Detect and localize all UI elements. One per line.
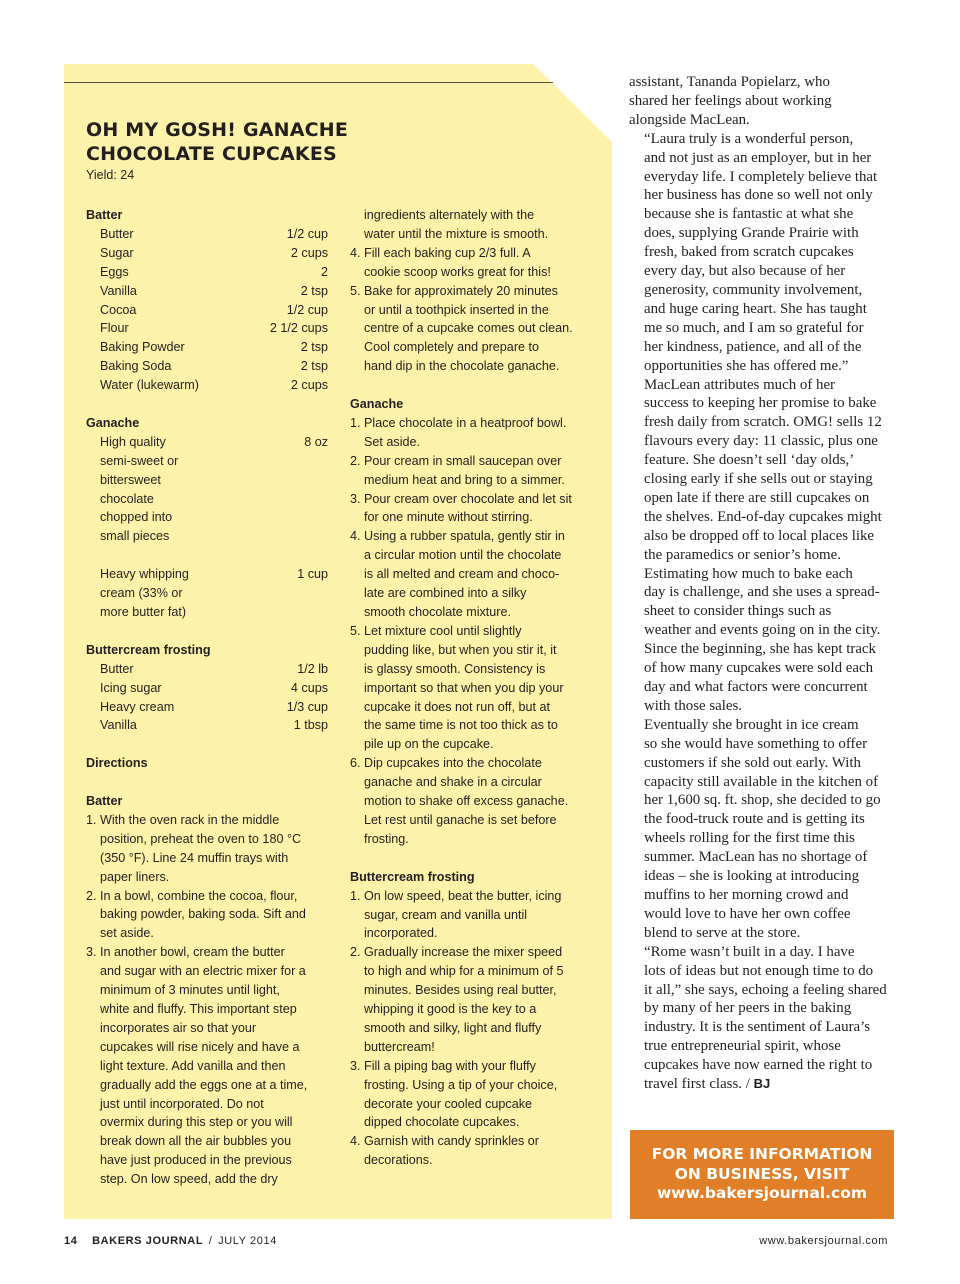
article-line: fresh, baked from scratch cupcakes [644, 244, 854, 261]
direction-step [350, 527, 600, 622]
article-line: Since the beginning, she has kept track [644, 641, 876, 658]
ingredient-name: Baking Powder [100, 340, 185, 355]
direction-step [86, 943, 328, 1189]
magazine-name: BAKERS JOURNAL [92, 1235, 204, 1247]
ingredient-row [86, 376, 328, 395]
directions-ganache-heading: Ganache [350, 397, 404, 412]
step-text-line: pile up on the cupcake. [364, 737, 494, 752]
step-number: 5. [350, 623, 361, 638]
ingredient-name: Baking Soda [100, 359, 172, 374]
article-line: “Rome wasn’t built in a day. I have [644, 943, 855, 960]
step-text-line: minimum of 3 minutes until light, [100, 983, 280, 998]
directions-column [350, 206, 600, 1170]
step-text-line: for one minute without stirring. [364, 510, 533, 525]
article-line: customers if she sold out early. With [644, 754, 861, 771]
article-line: and not just as an employer, but in her [644, 149, 872, 166]
article-line: wheels rolling for the first time this [644, 830, 855, 847]
article-body [629, 73, 894, 1094]
article-line: Estimating how much to bake each [644, 565, 853, 582]
step-text-line: Gradually increase the mixer speed [364, 945, 563, 960]
article-line: her 1,600 sq. ft. shop, she decided to go [644, 792, 881, 809]
issue-date: JULY 2014 [218, 1235, 277, 1247]
article-line: of how many cupcakes were sold each [644, 660, 874, 677]
article-line: so she would have something to offer [644, 735, 868, 752]
ingredient-qty: 1/3 cup [286, 699, 328, 714]
step-text-line: Cool completely and prepare to [364, 340, 540, 355]
direction-step [350, 206, 600, 244]
promo-website-link[interactable]: www.bakersjournal.com [656, 1184, 867, 1203]
article-line: does, supplying Grande Prairie with [644, 225, 859, 242]
article-line: by many of her peers in the baking [644, 1000, 852, 1017]
article-line: every day, but also because of her [644, 263, 846, 280]
article-paragraph [629, 130, 894, 376]
byline-signature: BJ [753, 1076, 771, 1092]
step-text-line: have just produced in the previous [100, 1153, 292, 1168]
article-line: day is challenge, and she uses a spread- [644, 584, 880, 601]
step-text-line: decorations. [364, 1153, 433, 1168]
batter-heading: Batter [86, 208, 123, 222]
recipe-title-line-1: OH MY GOSH! GANACHE [86, 119, 349, 141]
direction-step [350, 943, 600, 1056]
article-line: assistant, Tananda Popielarz, who [629, 74, 830, 90]
promo-line-1: FOR MORE INFORMATION [651, 1144, 873, 1163]
step-text-line: white and fluffy. This important step [100, 1001, 297, 1016]
ingredient-qty: 1/2 lb [297, 661, 328, 676]
directions-batter-steps [86, 811, 328, 1189]
directions-frosting-steps [350, 887, 600, 1171]
step-number: 3. [350, 1058, 361, 1073]
ingredient-qty: 2 tsp [300, 340, 328, 355]
ingredient-name: Flour [100, 321, 129, 336]
step-number: 4. [350, 245, 361, 260]
step-text-line: incorporates air so that your [100, 1020, 257, 1035]
article-line: the shelves. End-of-day cupcakes might [644, 508, 882, 525]
step-text-line: the same time is not too thick as to [364, 718, 558, 733]
step-text-line: (350 °F). Line 24 muffin trays with [100, 850, 289, 865]
ingredient-row [86, 319, 328, 338]
article-line: sheet to consider things such as [644, 603, 832, 620]
step-text-line: late are combined into a silky [364, 586, 527, 601]
ingredient-qty: 2 tsp [300, 359, 328, 374]
step-text-line: water until the mixture is smooth. [364, 226, 549, 241]
step-text-line: hand dip in the chocolate ganache. [364, 359, 560, 374]
step-text-line: a circular motion until the chocolate [364, 548, 562, 563]
article-line: generosity, community involvement, [644, 281, 863, 298]
ingredient-name-line: cream (33% or [100, 586, 183, 601]
article-line: alongside MacLean. [629, 111, 750, 128]
ingredient-row [86, 660, 328, 679]
article-paragraphs [629, 73, 894, 1094]
ingredient-qty: 2 [320, 264, 328, 279]
ingredient-row [86, 698, 328, 717]
article-line: cupcakes have now earned the right to [644, 1057, 873, 1074]
article-line: open late if there are still cupcakes on [644, 489, 870, 506]
ingredient-name: Vanilla [100, 283, 137, 298]
step-text-line: In another bowl, cream the butter [100, 945, 285, 960]
step-text-line: is all melted and cream and choco- [364, 567, 560, 582]
direction-step [86, 811, 328, 887]
article-line: the food-truck route and is getting its [644, 811, 865, 828]
step-text-line: Let mixture cool until slightly [364, 623, 522, 638]
step-number: 2. [350, 945, 361, 960]
step-number: 4. [350, 529, 361, 544]
step-number: 1. [350, 888, 361, 903]
ingredient-qty: 4 cups [290, 680, 328, 695]
ingredient-name: Icing sugar [100, 680, 162, 695]
step-text-line: step. On low speed, add the dry [100, 1172, 278, 1187]
step-number: 3. [86, 945, 97, 960]
step-text-line: ingredients alternately with the [364, 208, 535, 222]
ingredient-row [86, 301, 328, 320]
direction-step [350, 1057, 600, 1133]
directions-frosting-heading: Buttercream frosting [350, 869, 475, 884]
ingredient-qty: 2 1/2 cups [269, 321, 328, 336]
article-line: with those sales. [644, 697, 743, 714]
step-text-line: motion to shake off excess ganache. [364, 794, 569, 809]
ingredient-row [86, 282, 328, 301]
step-text-line: Garnish with candy sprinkles or [364, 1134, 539, 1149]
direction-step [350, 622, 600, 754]
ingredient-name-line: bittersweet [100, 472, 161, 487]
step-text-line: With the oven rack in the middle [100, 812, 280, 827]
article-line: closing early if she sells out or staying [644, 471, 873, 488]
step-text-line: whipping it good is the key to a [364, 1002, 537, 1017]
ingredient-name: Sugar [100, 245, 134, 260]
article-line: opportunities she has offered me.” [644, 357, 849, 374]
ganache-chocolate-ingredient [86, 433, 328, 546]
ingredient-qty: 2 cups [290, 378, 328, 393]
step-text-line: cupcake it does not run off, but at [364, 699, 550, 714]
ingredient-qty: 1/2 cup [286, 302, 328, 317]
directions-ganache-steps [350, 414, 600, 849]
step-text-line: just until incorporated. Do not [100, 1096, 264, 1111]
article-line: and huge caring heart. She has taught [644, 300, 867, 317]
article-line: success to keeping her promise to bake [644, 395, 877, 412]
ingredient-row [86, 338, 328, 357]
step-text-line: In a bowl, combine the cocoa, flour, [100, 888, 298, 903]
article-line: would love to have her own coffee [644, 905, 851, 922]
ingredient-row [86, 716, 328, 735]
article-line: travel first class. / BJ [644, 1076, 771, 1093]
article-paragraph [629, 376, 894, 565]
directions-heading: Directions [86, 756, 148, 771]
step-number: 2. [86, 888, 97, 903]
step-number: 1. [350, 415, 361, 430]
step-text-line: centre of a cupcake comes out clean. [364, 321, 573, 336]
step-number: 3. [350, 491, 361, 506]
article-line: MacLean attributes much of her [644, 376, 836, 393]
step-number: 2. [350, 453, 361, 468]
step-text-line: frosting. [364, 831, 409, 846]
step-text-line: Fill each baking cup 2/3 full. A [364, 245, 531, 260]
article-line: shared her feelings about working [629, 92, 832, 109]
step-text-line: Set aside. [364, 434, 421, 449]
direction-step [350, 887, 600, 944]
ingredient-name: Water (lukewarm) [100, 378, 199, 393]
article-line: day and what factors were concurrent [644, 679, 868, 695]
ingredient-qty: 2 tsp [300, 283, 328, 298]
article-line: lots of ideas but not enough time to do [644, 962, 874, 979]
step-text-line: cupcakes will rise nicely and have a [100, 1039, 300, 1054]
ingredient-row [86, 357, 328, 376]
directions-batter-heading: Batter [86, 794, 123, 809]
article-paragraph [629, 73, 894, 130]
step-text-line: On low speed, beat the butter, icing [364, 888, 562, 903]
article-line: the paramedics or senior’s home. [644, 546, 841, 563]
ingredients-column [86, 206, 328, 1189]
article-line: muffins to her morning crowd and [644, 886, 849, 903]
recipe-title [86, 118, 348, 166]
ingredient-qty: 2 cups [290, 245, 328, 260]
ingredient-name-line: chopped into [100, 510, 173, 525]
article-line: me so much, and I am so grateful for [644, 319, 864, 336]
recipe-title-line-2: CHOCOLATE CUPCAKES [86, 143, 337, 165]
step-text-line: is glassy smooth. Consistency is [364, 661, 546, 676]
ingredient-row [86, 244, 328, 263]
ingredient-name-line: Heavy whipping [100, 567, 189, 582]
step-number: 5. [350, 283, 361, 298]
step-text-line: sugar, cream and vanilla until [364, 907, 528, 922]
article-line: Eventually she brought in ice cream [644, 716, 859, 733]
step-text-line: ganache and shake in a circular [364, 775, 542, 790]
ingredient-qty: 1 tbsp [293, 718, 328, 733]
step-text-line: medium heat and bring to a simmer. [364, 472, 565, 487]
step-text-line: decorate your cooled cupcake [364, 1096, 533, 1111]
article-line: summer. MacLean has no shortage of [644, 849, 868, 866]
step-text-line: Pour cream in small saucepan over [364, 453, 562, 468]
ganache-chocolate-name [100, 433, 178, 546]
step-text-line: cookie scoop works great for this! [364, 264, 551, 279]
ingredient-name: Vanilla [100, 718, 137, 733]
step-text-line: position, preheat the oven to 180 °C [100, 831, 302, 846]
step-text-line: smooth and silky, light and fluffy [364, 1020, 542, 1035]
step-text-line: or until a toothpick inserted in the [364, 302, 549, 317]
ingredient-qty: 1/2 cup [286, 226, 328, 241]
direction-step [350, 282, 600, 377]
step-number: 4. [350, 1134, 361, 1149]
article-line: flavours every day: 11 classic, plus one [644, 433, 878, 450]
ingredient-name: Cocoa [100, 302, 137, 317]
step-text-line: to high and whip for a minimum of 5 [364, 964, 564, 979]
step-text-line: baking powder, baking soda. Sift and [100, 907, 306, 922]
page-number: 14 [64, 1235, 78, 1247]
article-paragraph [629, 943, 894, 1094]
ingredient-name: Eggs [100, 264, 129, 279]
step-text-line: Dip cupcakes into the chocolate [364, 756, 542, 771]
batter-ingredient-list [86, 225, 328, 395]
article-line: her kindness, patience, and all of the [644, 338, 862, 355]
article-line: feature. She doesn’t sell ‘day olds,’ [644, 452, 855, 469]
step-text-line: buttercream! [364, 1039, 435, 1054]
more-info-banner[interactable] [630, 1130, 894, 1219]
step-text-line: Bake for approximately 20 minutes [364, 283, 558, 298]
step-number: 6. [350, 756, 361, 771]
step-text-line: dipped chocolate cupcakes. [364, 1115, 520, 1130]
article-line: also be dropped off to local places like [644, 527, 875, 544]
article-line: ideas – she is looking at introducing [644, 868, 860, 885]
step-text-line: smooth chocolate mixture. [364, 605, 511, 620]
ingredient-name: Butter [100, 226, 134, 241]
frosting-heading: Buttercream frosting [86, 642, 211, 657]
ingredient-name-line: High quality [100, 434, 166, 449]
article-paragraph [629, 716, 894, 943]
promo-line-2: ON BUSINESS, VISIT [674, 1164, 850, 1183]
direction-step [86, 887, 328, 944]
step-text-line: frosting. Using a tip of your choice, [364, 1077, 558, 1092]
step-text-line: break down all the air bubbles you [100, 1134, 292, 1149]
article-line: fresh daily from scratch. OMG! sells 12 [644, 414, 882, 431]
ganache-cream-qty: 1 cup [297, 567, 328, 582]
article-line: it all,” she says, echoing a feeling shared [644, 981, 887, 998]
article-line: true entrepreneurial spirit, whose [644, 1038, 841, 1055]
ingredient-name-line: more butter fat) [100, 605, 187, 619]
step-text-line: overmix during this step or you will [100, 1115, 293, 1130]
step-text-line: Place chocolate in a heatproof bowl. [364, 415, 567, 430]
article-line: capacity still available in the kitchen of [644, 773, 879, 790]
step-text-line: important so that when you dip your [364, 680, 564, 695]
article-line: industry. It is the sentiment of Laura’s [644, 1019, 871, 1036]
direction-step [350, 754, 600, 849]
step-text-line: paper liners. [100, 869, 170, 884]
step-number: 1. [86, 812, 97, 827]
frosting-ingredient-list [86, 660, 328, 736]
step-text-line: gradually add the eggs one at a time, [100, 1077, 308, 1092]
ingredient-name: Butter [100, 661, 134, 676]
ingredient-row [86, 225, 328, 244]
step-text-line: and sugar with an electric mixer for a [100, 964, 306, 979]
article-line: weather and events going on in the city. [644, 622, 881, 639]
step-text-line: Pour cream over chocolate and let sit [364, 491, 572, 506]
ingredient-row [86, 679, 328, 698]
ingredient-row [86, 263, 328, 282]
footer-separator: / [208, 1235, 213, 1247]
ingredient-name-line: small pieces [100, 529, 170, 544]
step-text-line: Fill a piping bag with your fluffy [364, 1058, 536, 1073]
ganache-chocolate-qty: 8 oz [304, 434, 328, 449]
directions-batter-steps-continued [350, 206, 600, 376]
step-text-line: Using a rubber spatula, gently stir in [364, 529, 565, 544]
article-paragraph [629, 565, 894, 716]
article-line: everyday life. I completely believe that [644, 168, 878, 185]
direction-step [350, 414, 600, 452]
article-line: because she is fantastic at what she [644, 206, 854, 223]
recipe-yield: Yield: 24 [86, 168, 135, 182]
ganache-heading: Ganache [86, 415, 140, 430]
step-text-line: incorporated. [364, 926, 438, 941]
step-text-line: set aside. [100, 926, 154, 941]
direction-step [350, 490, 600, 528]
direction-step [350, 1132, 600, 1170]
footer-folio [64, 1235, 277, 1247]
ingredient-name-line: chocolate [100, 491, 154, 506]
ingredient-name: Heavy cream [100, 699, 175, 714]
ganache-cream-name [100, 565, 189, 622]
article-line: her business has done so well not only [644, 187, 873, 204]
direction-step [350, 244, 600, 282]
ganache-cream-ingredient [86, 565, 328, 622]
article-line: “Laura truly is a wonderful person, [644, 130, 854, 147]
step-text-line: pudding like, but when you stir it, it [364, 642, 557, 657]
step-text-line: minutes. Besides using real butter, [364, 983, 557, 998]
step-text-line: Let rest until ganache is set before [364, 812, 557, 827]
footer-website[interactable]: www.bakersjournal.com [759, 1235, 888, 1247]
step-text-line: light texture. Add vanilla and then [100, 1058, 286, 1073]
ingredient-name-line: semi-sweet or [100, 453, 179, 468]
article-line: blend to serve at the store. [644, 924, 801, 941]
direction-step [350, 452, 600, 490]
